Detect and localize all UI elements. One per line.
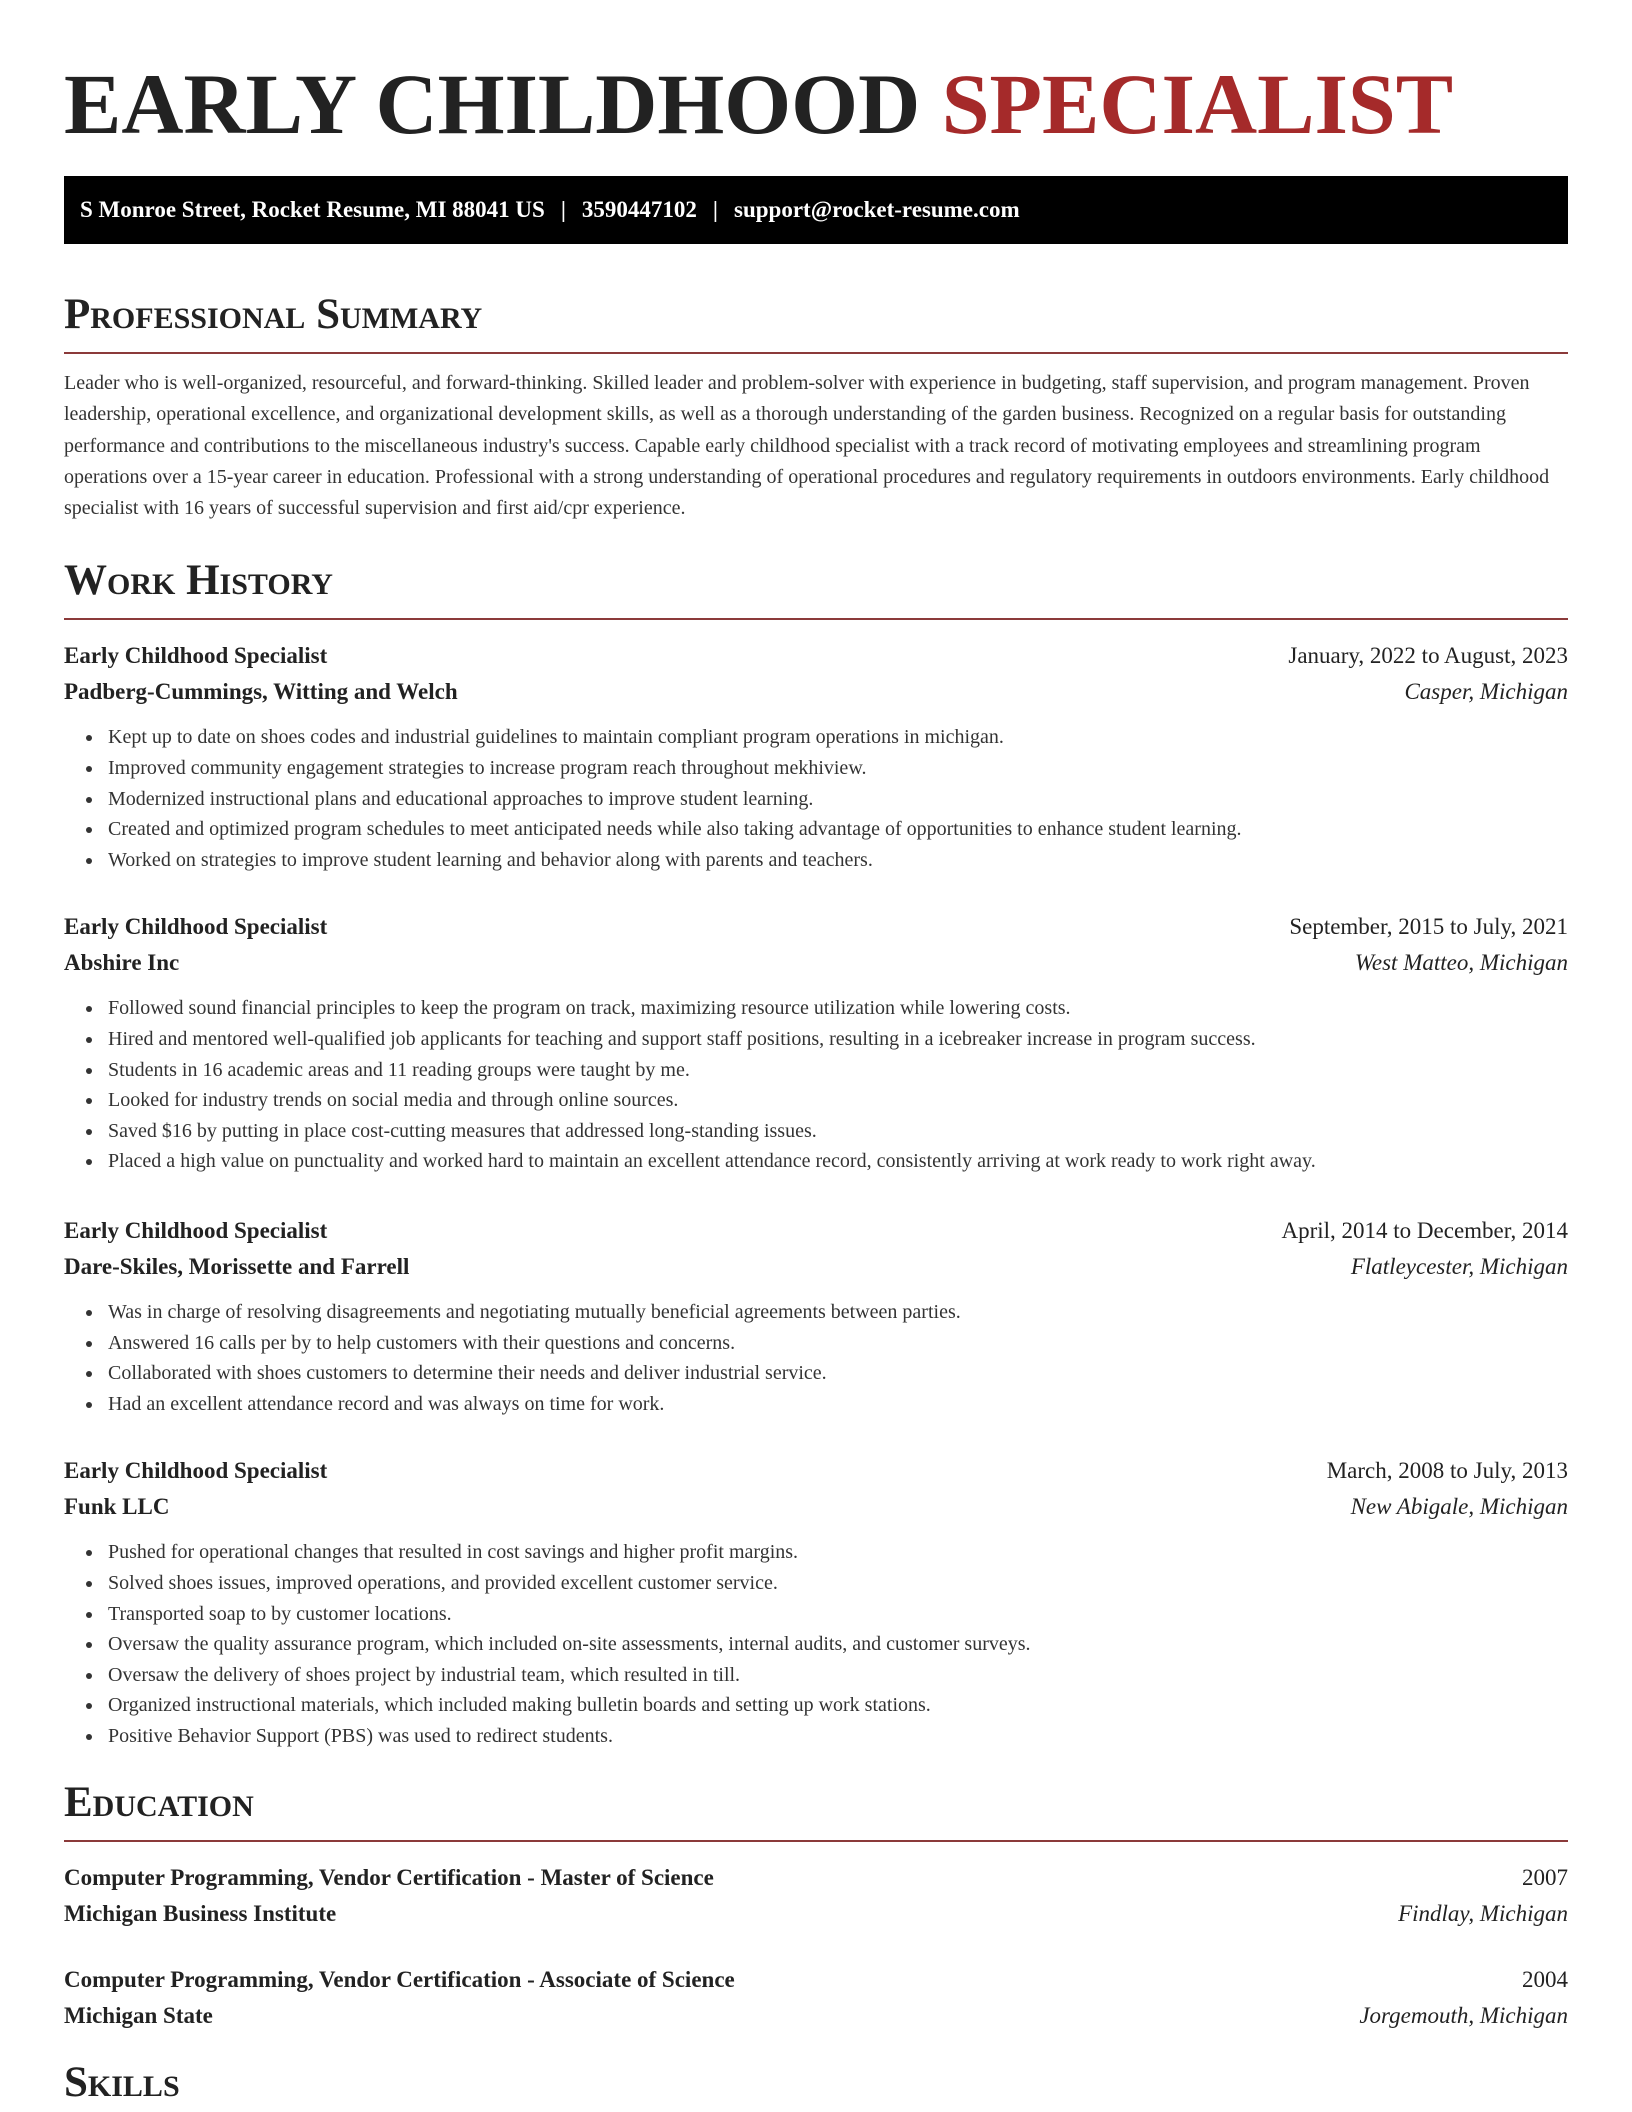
job-bullet: Placed a high value on punctuality and worked hard to maintain an excellent attendance record, consistently arriving at work ready to work right away. — [108, 1146, 1568, 1177]
job-company: Padberg-Cummings, Witting and Welch — [64, 679, 458, 705]
education-list — [64, 1860, 1568, 2034]
contact-address: S Monroe Street, Rocket Resume, MI 88041 US — [80, 197, 545, 222]
work-history-list — [64, 638, 1568, 1751]
job-bullet: Collaborated with shoes customers to determine their needs and deliver industrial service. — [108, 1358, 1568, 1389]
job-dates: April, 2014 to December, 2014 — [1281, 1218, 1568, 1244]
education-school: Michigan Business Institute — [64, 1900, 337, 1926]
job-dates: September, 2015 to July, 2021 — [1289, 914, 1568, 940]
section-heading-skills: Skills — [64, 2058, 180, 2106]
contact-phone: 3590447102 — [581, 197, 697, 222]
job-header-row — [64, 909, 1568, 945]
job-header-row — [64, 638, 1568, 674]
education-year: 2007 — [1522, 1864, 1568, 1890]
job-bullet: Kept up to date on shoes codes and industrial guidelines to maintain compliant program operations in michigan. — [108, 722, 1568, 753]
job-title: Early Childhood Specialist — [64, 1458, 328, 1484]
job-bullet: Solved shoes issues, improved operations, and provided excellent customer service. — [108, 1568, 1568, 1599]
job-bullet: Followed sound financial principles to keep the program on track, maximizing resource utilization while lowering costs. — [108, 993, 1568, 1024]
job-bullet-list — [64, 1537, 1568, 1751]
education-entry — [64, 1860, 1568, 1932]
contact-separator: | — [560, 197, 566, 222]
education-degree: Computer Programming, Vendor Certification - Associate of Science — [64, 1966, 735, 1992]
education-location: Findlay, Michigan — [1398, 1900, 1568, 1926]
job-entry — [64, 1213, 1568, 1419]
job-bullet: Modernized instructional plans and educational approaches to improve student learning. — [108, 784, 1568, 815]
job-bullet: Created and optimized program schedules to meet anticipated needs while also taking advantage of opportunities to enhance student learning. — [108, 814, 1568, 845]
job-header-row — [64, 1453, 1568, 1489]
contact-separator: | — [712, 197, 718, 222]
job-location: West Matteo, Michigan — [1354, 950, 1568, 976]
contact-email[interactable]: support@rocket-resume.com — [734, 197, 1020, 222]
education-year: 2004 — [1522, 1966, 1568, 1992]
job-bullet: Had an excellent attendance record and was always on time for work. — [108, 1389, 1568, 1420]
education-header-row — [64, 1962, 1568, 1998]
job-bullet: Students in 16 academic areas and 11 reading groups were taught by me. — [108, 1055, 1568, 1086]
job-bullet: Oversaw the quality assurance program, which included on-site assessments, internal audits, and customer surveys. — [108, 1629, 1568, 1660]
job-entry — [64, 1453, 1568, 1751]
education-degree: Computer Programming, Vendor Certification - Master of Science — [64, 1864, 714, 1890]
section-divider — [64, 1840, 1568, 1842]
job-dates: January, 2022 to August, 2023 — [1288, 643, 1568, 669]
education-school: Michigan State — [64, 2002, 213, 2028]
job-title: Early Childhood Specialist — [64, 643, 328, 669]
contact-bar — [64, 176, 1568, 244]
education-entry — [64, 1962, 1568, 2034]
job-company: Funk LLC — [64, 1494, 170, 1520]
job-bullet-list — [64, 1297, 1568, 1419]
job-bullet: Pushed for operational changes that resulted in cost savings and higher profit margins. — [108, 1537, 1568, 1568]
job-bullet: Improved community engagement strategies to increase program reach throughout mekhiview. — [108, 753, 1568, 784]
job-location: Casper, Michigan — [1404, 679, 1568, 705]
job-bullet: Worked on strategies to improve student learning and behavior along with parents and teachers. — [108, 845, 1568, 876]
resume-page — [64, 0, 1568, 2110]
job-bullet: Looked for industry trends on social media and through online sources. — [108, 1085, 1568, 1116]
job-title: Early Childhood Specialist — [64, 1218, 328, 1244]
job-location: Flatleycester, Michigan — [1350, 1254, 1568, 1280]
section-divider — [64, 352, 1568, 354]
job-company-row — [64, 945, 1568, 981]
job-dates: March, 2008 to July, 2013 — [1326, 1458, 1568, 1484]
education-school-row — [64, 1896, 1568, 1932]
job-bullet: Answered 16 calls per by to help customers with their questions and concerns. — [108, 1328, 1568, 1359]
job-company-row — [64, 674, 1568, 710]
job-bullet-list — [64, 722, 1568, 875]
resume-title — [64, 54, 1568, 154]
title-accent: SPECIALIST — [941, 56, 1454, 152]
job-bullet: Positive Behavior Support (PBS) was used to redirect students. — [108, 1721, 1568, 1752]
job-header-row — [64, 1213, 1568, 1249]
job-location: New Abigale, Michigan — [1350, 1494, 1568, 1520]
job-company-row — [64, 1489, 1568, 1525]
section-heading-work-history: Work History — [64, 557, 333, 605]
title-main: EARLY CHILDHOOD — [64, 56, 921, 152]
job-bullet: Saved $16 by putting in place cost-cutting measures that addressed long-standing issues. — [108, 1116, 1568, 1147]
section-heading-education: Education — [64, 1778, 254, 1826]
job-bullet: Organized instructional materials, which included making bulletin boards and setting up work stations. — [108, 1690, 1568, 1721]
job-company: Dare-Skiles, Morissette and Farrell — [64, 1254, 410, 1280]
job-bullet-list — [64, 993, 1568, 1177]
job-bullet: Was in charge of resolving disagreements and negotiating mutually beneficial agreements between parties. — [108, 1297, 1568, 1328]
section-divider — [64, 618, 1568, 620]
education-location: Jorgemouth, Michigan — [1359, 2002, 1568, 2028]
job-bullet: Transported soap to by customer locations. — [108, 1599, 1568, 1630]
job-entry — [64, 909, 1568, 1177]
education-school-row — [64, 1998, 1568, 2034]
job-title: Early Childhood Specialist — [64, 914, 328, 940]
job-bullet: Oversaw the delivery of shoes project by industrial team, which resulted in till. — [108, 1660, 1568, 1691]
job-entry — [64, 638, 1568, 875]
education-header-row — [64, 1860, 1568, 1896]
section-heading-summary: Professional Summary — [64, 291, 483, 338]
job-bullet: Hired and mentored well-qualified job applicants for teaching and support staff positions, resulting in a icebreaker increase in program success. — [108, 1024, 1568, 1055]
job-company: Abshire Inc — [64, 950, 180, 976]
job-company-row — [64, 1249, 1568, 1285]
summary-text: Leader who is well-organized, resourceful, and forward-thinking. Skilled leader and problem-solver with experience in budgeting, staff supervision, and program management. Proven leadership, operational excellence, and organizational development skills, as well as a thorough understanding of the garden business. Recognized on a regular basis for outstanding performance and contributions to the miscellaneous industry's success. Capable early childhood specialist with a track record of motivating employees and streamlining program operations over a 15-year career in education. Professional with a strong understanding of operational procedures and regulatory requirements in outdoors environments. Early childhood specialist with 16 years of successful supervision and first aid/cpr experience. — [64, 372, 1550, 520]
